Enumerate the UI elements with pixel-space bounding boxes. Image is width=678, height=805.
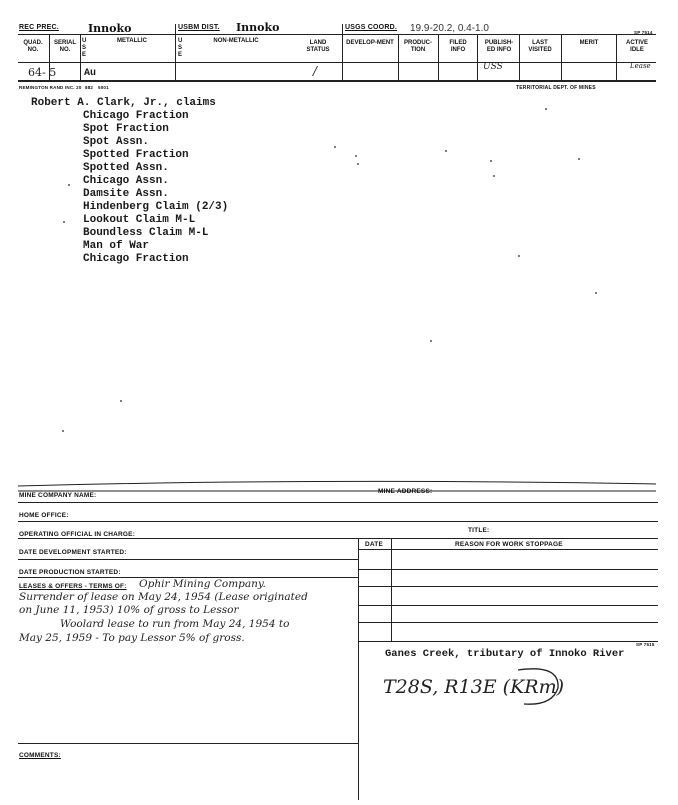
col-filed-info: FILED INFO <box>449 40 467 53</box>
location-circle <box>512 664 562 708</box>
dept-label: TERRITORIAL DEPT. OF MINES <box>516 85 596 91</box>
printer-code-1: 882 <box>85 85 94 90</box>
col-use-nonmetallic: U S E <box>178 38 183 58</box>
claim-item: Chicago Fraction <box>83 253 189 265</box>
col-published-info: PUBLISH-ED INFO <box>484 40 514 53</box>
claim-item: Chicago Assn. <box>83 175 169 187</box>
mine-address-label: MINE ADDRESS: <box>378 488 433 495</box>
usgs-coord-label: USGS COORD. <box>345 24 397 31</box>
form-number-2: SP 7515 <box>636 642 655 647</box>
land-status-value: / <box>313 64 318 78</box>
col-nonmetallic: NON-METALLIC <box>213 38 259 44</box>
reason-col-label: REASON FOR WORK STOPPAGE <box>455 541 563 548</box>
col-last-visited: LAST VISITED <box>528 40 552 53</box>
form-number: SP 7514 <box>634 30 653 35</box>
claim-item: Hindenberg Claim (2/3) <box>83 201 229 213</box>
rec-prec-label: REC PREC. <box>19 24 59 31</box>
col-merit: MERIT <box>579 40 599 46</box>
leases-text-line: Woolard lease to run from May 24, 1954 to <box>60 618 290 630</box>
claim-item: Damsite Assn. <box>83 188 169 200</box>
quad-serial-value: 64- 5 <box>28 66 57 79</box>
location-typed: Ganes Creek, tributary of Innoko River <box>385 648 625 660</box>
printer-label: REMINGTON RAND INC. 20 <box>19 85 82 90</box>
active-idle-value: Lease <box>630 62 651 70</box>
title-label: TITLE: <box>468 527 490 534</box>
col-land-status: LAND STATUS <box>306 40 330 53</box>
location-handwritten: T28S, R13E (KRm) <box>383 676 565 698</box>
published-value: USS <box>483 62 503 72</box>
claim-item: Spotted Assn. <box>83 162 169 174</box>
mine-company-label: MINE COMPANY NAME: <box>19 492 97 499</box>
leases-text-line: Ophir Mining Company. <box>139 578 266 590</box>
printer-code-2: 5001 <box>98 85 109 90</box>
col-active-idle: ACTIVE IDLE <box>625 40 648 53</box>
col-use-metallic: U S E <box>82 38 87 58</box>
leases-text-line: May 25, 1959 - To pay Lessor 5% of gross. <box>19 632 245 644</box>
form-top-border <box>18 474 658 494</box>
usgs-coord-value: 19.9-20.2, 0.4-1.0 <box>410 23 489 34</box>
col-production: PRODUC-TION <box>404 40 432 53</box>
leases-text-line: Surrender of lease on May 24, 1954 (Lease originated <box>19 591 308 603</box>
claim-item: Chicago Fraction <box>83 110 189 122</box>
leases-text-line: on June 11, 1953) 10% of gross to Lessor <box>19 604 239 616</box>
claim-item: Spot Fraction <box>83 123 169 135</box>
rec-prec-value: Innoko <box>88 22 132 35</box>
claim-item: Man of War <box>83 240 150 252</box>
col-metallic: METALLIC <box>117 38 147 44</box>
dev-started-label: DATE DEVELOPMENT STARTED: <box>19 549 127 556</box>
col-quad-no: QUAD. NO. <box>23 40 43 53</box>
usbm-dist-value: Innoko <box>236 21 280 34</box>
date-col-label: DATE <box>365 541 384 548</box>
claim-item: Spot Assn. <box>83 136 150 148</box>
prod-started-label: DATE PRODUCTION STARTED: <box>19 569 121 576</box>
col-development: DEVELOP-MENT <box>346 40 394 46</box>
metallic-value: Au <box>84 68 97 79</box>
usbm-dist-label: USBM DIST. <box>178 24 220 31</box>
owner-line: Robert A. Clark, Jr., claims <box>31 97 216 109</box>
claim-item: Spotted Fraction <box>83 149 189 161</box>
operating-official-label: OPERATING OFFICIAL IN CHARGE: <box>19 531 136 538</box>
home-office-label: HOME OFFICE: <box>19 512 69 519</box>
claim-item: Lookout Claim M-L <box>83 214 196 226</box>
claim-item: Boundless Claim M-L <box>83 227 209 239</box>
comments-label: COMMENTS: <box>19 752 61 759</box>
leases-label: LEASES & OFFERS - TERMS OF: <box>19 583 127 590</box>
col-serial-no: SERIAL NO. <box>53 40 76 53</box>
